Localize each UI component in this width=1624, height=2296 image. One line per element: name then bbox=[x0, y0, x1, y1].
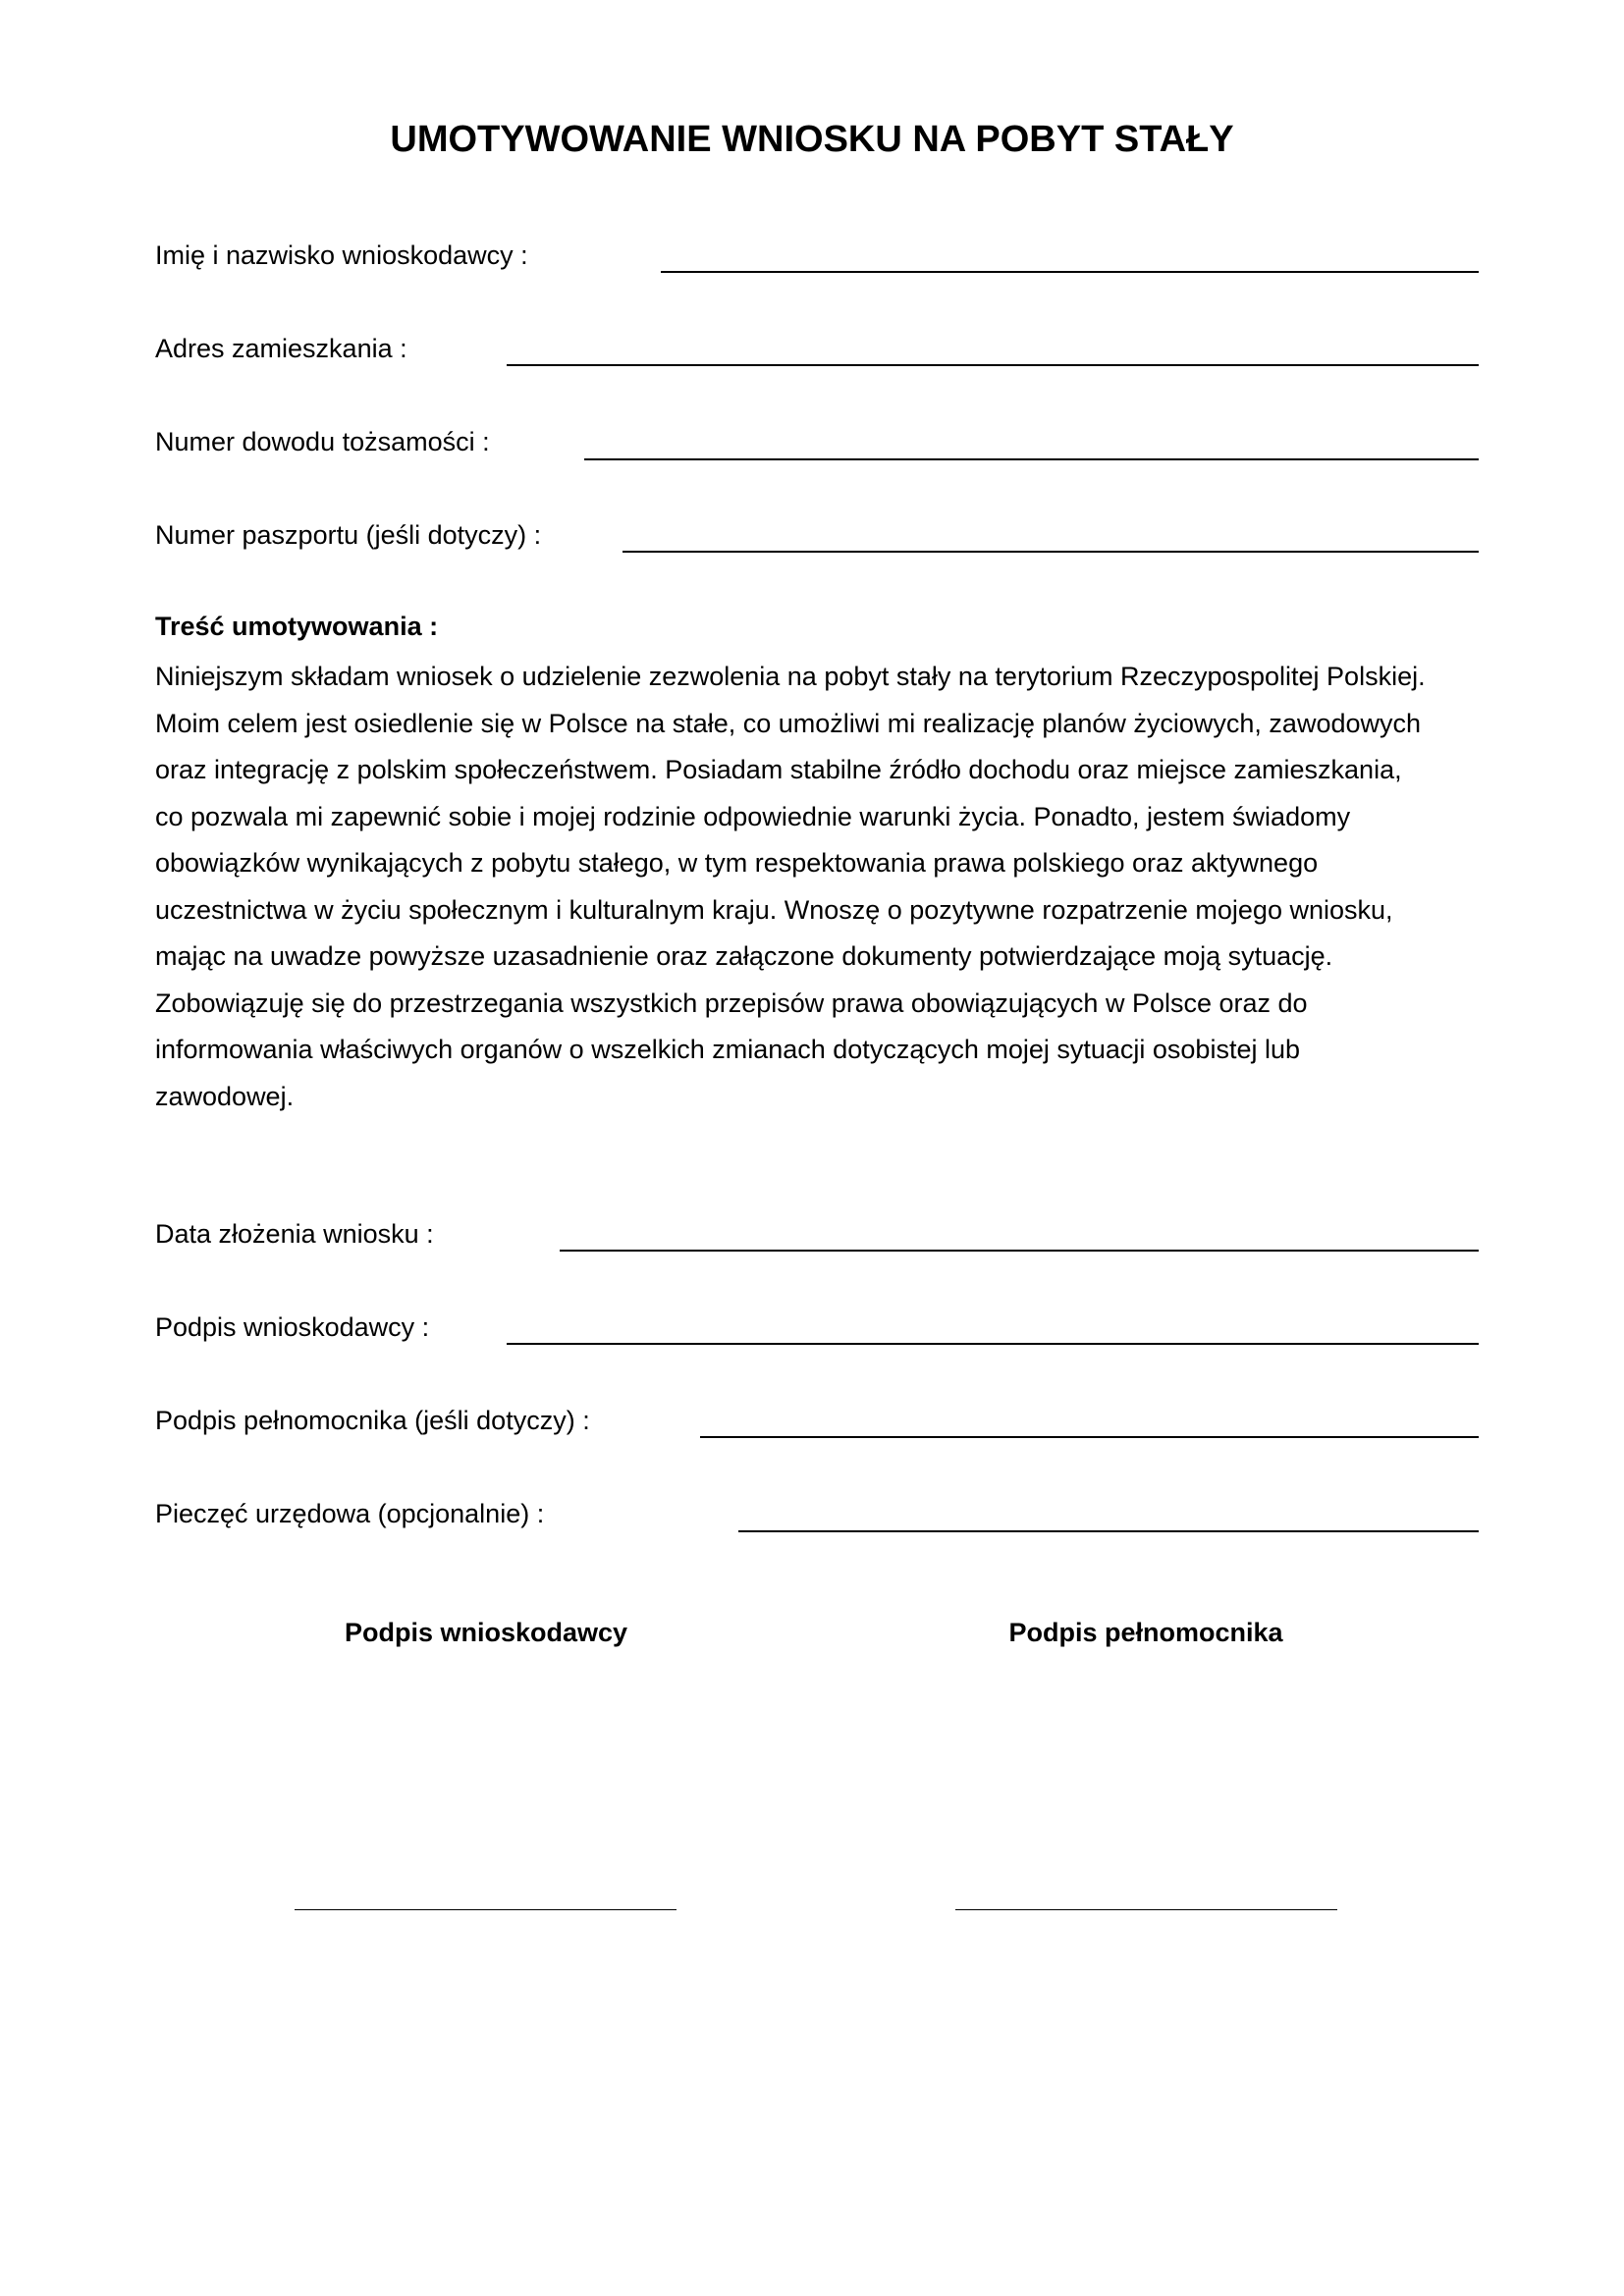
justification-line: uczestnictwa w życiu społecznym i kulturalnym kraju. Wnoszę o pozytywne rozpatrzenie mojego wniosku, bbox=[155, 894, 1393, 925]
proxy-signature-label: Podpis pełnomocnika (jeśli dotyczy) : bbox=[155, 1406, 590, 1435]
address-label: Adres zamieszkania : bbox=[155, 334, 407, 363]
id-number-line[interactable] bbox=[584, 458, 1479, 460]
justification-line: oraz integrację z polskim społeczeństwem. Posiadam stabilne źródło dochodu oraz miejsce zamieszkania, bbox=[155, 755, 1402, 784]
justification-text bbox=[155, 654, 1490, 1120]
id-number-label: Numer dowodu tożsamości : bbox=[155, 427, 490, 456]
official-stamp-line[interactable] bbox=[738, 1530, 1479, 1532]
applicant-signature-label: Podpis wnioskodawcy : bbox=[155, 1312, 430, 1342]
official-stamp-label: Pieczęć urzędowa (opcjonalnie) : bbox=[155, 1499, 545, 1528]
document-title: UMOTYWOWANIE WNIOSKU NA POBYT STAŁY bbox=[390, 119, 1234, 160]
justification-line: obowiązków wynikających z pobytu stałego, w tym respektowania prawa polskiego oraz aktywnego bbox=[155, 848, 1319, 878]
justification-line: informowania właściwych organów o wszelkich zmianach dotyczących mojej sytuacji osobistej lub bbox=[155, 1035, 1300, 1064]
applicant-signature-heading: Podpis wnioskodawcy bbox=[344, 1618, 628, 1647]
justification-line: co pozwala mi zapewnić sobie i mojej rodzinie odpowiednie warunki życia. Ponadto, jestem świadomy bbox=[155, 801, 1351, 831]
proxy-signature-heading: Podpis pełnomocnika bbox=[1008, 1618, 1283, 1647]
justification-line: Zobowiązuję się do przestrzegania wszystkich przepisów prawa obowiązujących w Polsce oraz do bbox=[155, 988, 1308, 1018]
applicant-signature-box-line[interactable] bbox=[295, 1909, 677, 1910]
justification-heading: Treść umotywowania : bbox=[155, 612, 439, 641]
applicant-name-label: Imię i nazwisko wnioskodawcy : bbox=[155, 240, 528, 270]
proxy-signature-line[interactable] bbox=[700, 1436, 1479, 1438]
applicant-name-line[interactable] bbox=[661, 271, 1479, 273]
submission-date-label: Data złożenia wniosku : bbox=[155, 1219, 434, 1249]
passport-number-label: Numer paszportu (jeśli dotyczy) : bbox=[155, 520, 542, 550]
justification-line: zawodowej. bbox=[155, 1081, 295, 1111]
applicant-signature-line[interactable] bbox=[507, 1343, 1479, 1345]
proxy-signature-box-line[interactable] bbox=[955, 1909, 1337, 1910]
justification-line: mając na uwadze powyższe uzasadnienie oraz załączone dokumenty potwierdzające moją sytuację. bbox=[155, 941, 1333, 971]
justification-line: Moim celem jest osiedlenie się w Polsce na stałe, co umożliwi mi realizację planów życiowych, zawodowych bbox=[155, 708, 1422, 738]
passport-number-line[interactable] bbox=[623, 551, 1479, 553]
justification-line: Niniejszym składam wniosek o udzielenie zezwolenia na pobyt stały na terytorium Rzeczypospolitej Polskiej. bbox=[155, 662, 1426, 691]
submission-date-line[interactable] bbox=[560, 1250, 1479, 1252]
address-line[interactable] bbox=[507, 364, 1479, 366]
